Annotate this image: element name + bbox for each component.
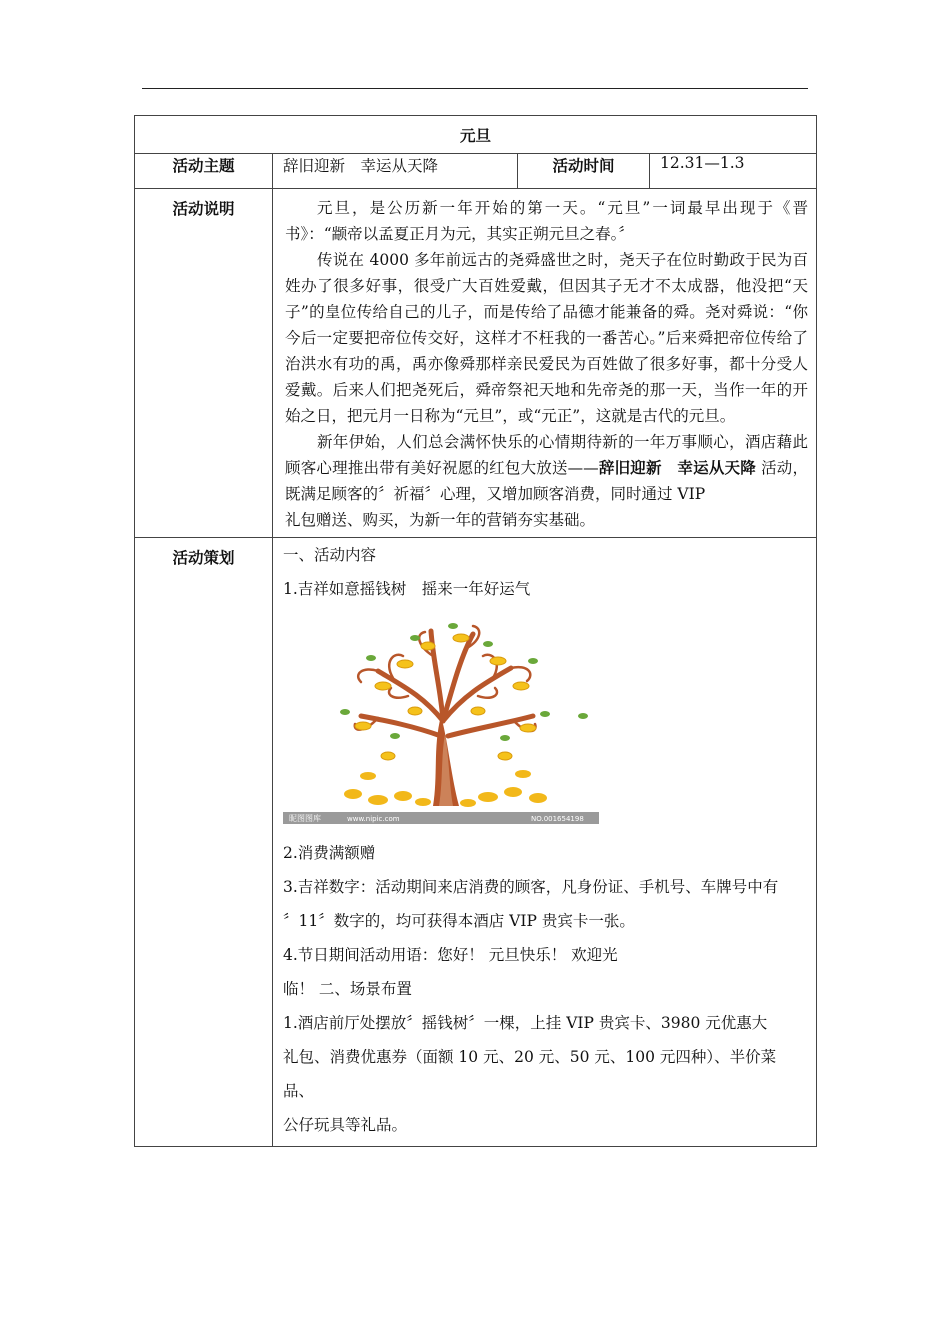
plan-content <box>273 538 817 1147</box>
plan-item-4-line-2: 临！ 二、场景布置 <box>283 980 412 998</box>
description-paragraph-3 <box>285 429 808 507</box>
time-label: 活动时间 <box>518 154 650 189</box>
scene-item-1-line-3: 品、 <box>283 1082 315 1100</box>
scene-item-1-line-2: 礼包、消费优惠券（面额 10 元、20 元、50 元、100 元四种）、半价菜 <box>283 1048 777 1066</box>
watermark-right: NO.001654198 <box>531 815 584 823</box>
watermark-mid: www.nipic.com <box>347 815 400 823</box>
plan-section-1: 一、活动内容 <box>283 546 377 564</box>
description-label: 活动说明 <box>135 189 273 538</box>
header-rule <box>142 88 808 89</box>
description-p3-bold: 辞旧迎新 幸运从天降 <box>598 459 756 477</box>
scene-item-1-line-1: 1.酒店前厅处摆放〞摇钱树〞一棵，上挂 VIP 贵宾卡、3980 元优惠大 <box>283 1014 768 1032</box>
money-tree-icon <box>283 616 599 828</box>
description-content <box>273 189 817 538</box>
plan-item-2: 2.消费满额赠 <box>283 844 376 862</box>
activity-table <box>134 115 817 1147</box>
money-tree-illustration <box>283 616 599 828</box>
description-p3-part-b: 活动，既满足顾客的〞祈福〞心理，又增加顾客消费，同时通过 VIP <box>285 459 808 503</box>
scene-item-1-line-4: 公仔玩具等礼品。 <box>283 1116 408 1134</box>
plan-item-4-line-1: 4.节日期间活动用语：您好！ 元旦快乐！ 欢迎光 <box>283 946 618 964</box>
time-value: 12.31—1.3 <box>650 154 817 189</box>
watermark-left: 昵图图库 <box>289 814 321 823</box>
description-p3-part-a: 新年伊始，人们总会满怀快乐的心情期待新的一年万事顺心，酒店藉此顾客心理推出带有美好祝愿的红包大放送—— <box>285 433 809 477</box>
plan-item-1: 1.吉祥如意摇钱树 摇来一年好运气 <box>283 580 531 598</box>
description-paragraph-1: 元旦，是公历新一年开始的第一天。“元旦”一词最早出现于《晋书》：“颛帝以孟夏正月为元，其实正朔元旦之春。〞 <box>285 199 809 243</box>
description-paragraph-2: 传说在 4000 多年前远古的尧舜盛世之时，尧天子在位时勤政于民为百姓办了很多好事，很受广大百姓爱戴，但因其子无才不太成器，他没把“天子”的皇位传给自己的儿子，而是传给了品德才能兼备的舜。尧对舜说：“你今后一定要把帝位传交好，这样才不枉我的一番苦心。”后来舜把帝位传给了治洪水有功的禹，禹亦像舜那样亲民爱民为百姓做了很多好事，都十分受人爱戴。后来人们把尧死后，舜帝祭祀天地和先帝尧的那一天，当作一年的开始之日，把元月一日称为“元旦”，或“元正”，这就是古代的元旦。 <box>285 251 809 425</box>
plan-item-3-line-1: 3.吉祥数字：活动期间来店消费的顾客，凡身份证、手机号、车牌号中有 <box>283 878 779 896</box>
table-title: 元旦 <box>135 116 817 154</box>
description-paragraph-3-tail: 礼包赠送、购买，为新一年的营销夯实基础。 <box>285 511 596 529</box>
plan-label: 活动策划 <box>135 538 273 1147</box>
plan-item-3-line-2: 〞11〞数字的，均可获得本酒店 VIP 贵宾卡一张。 <box>283 912 635 930</box>
theme-value: 辞旧迎新 幸运从天降 <box>273 154 518 189</box>
theme-label: 活动主题 <box>135 154 273 189</box>
